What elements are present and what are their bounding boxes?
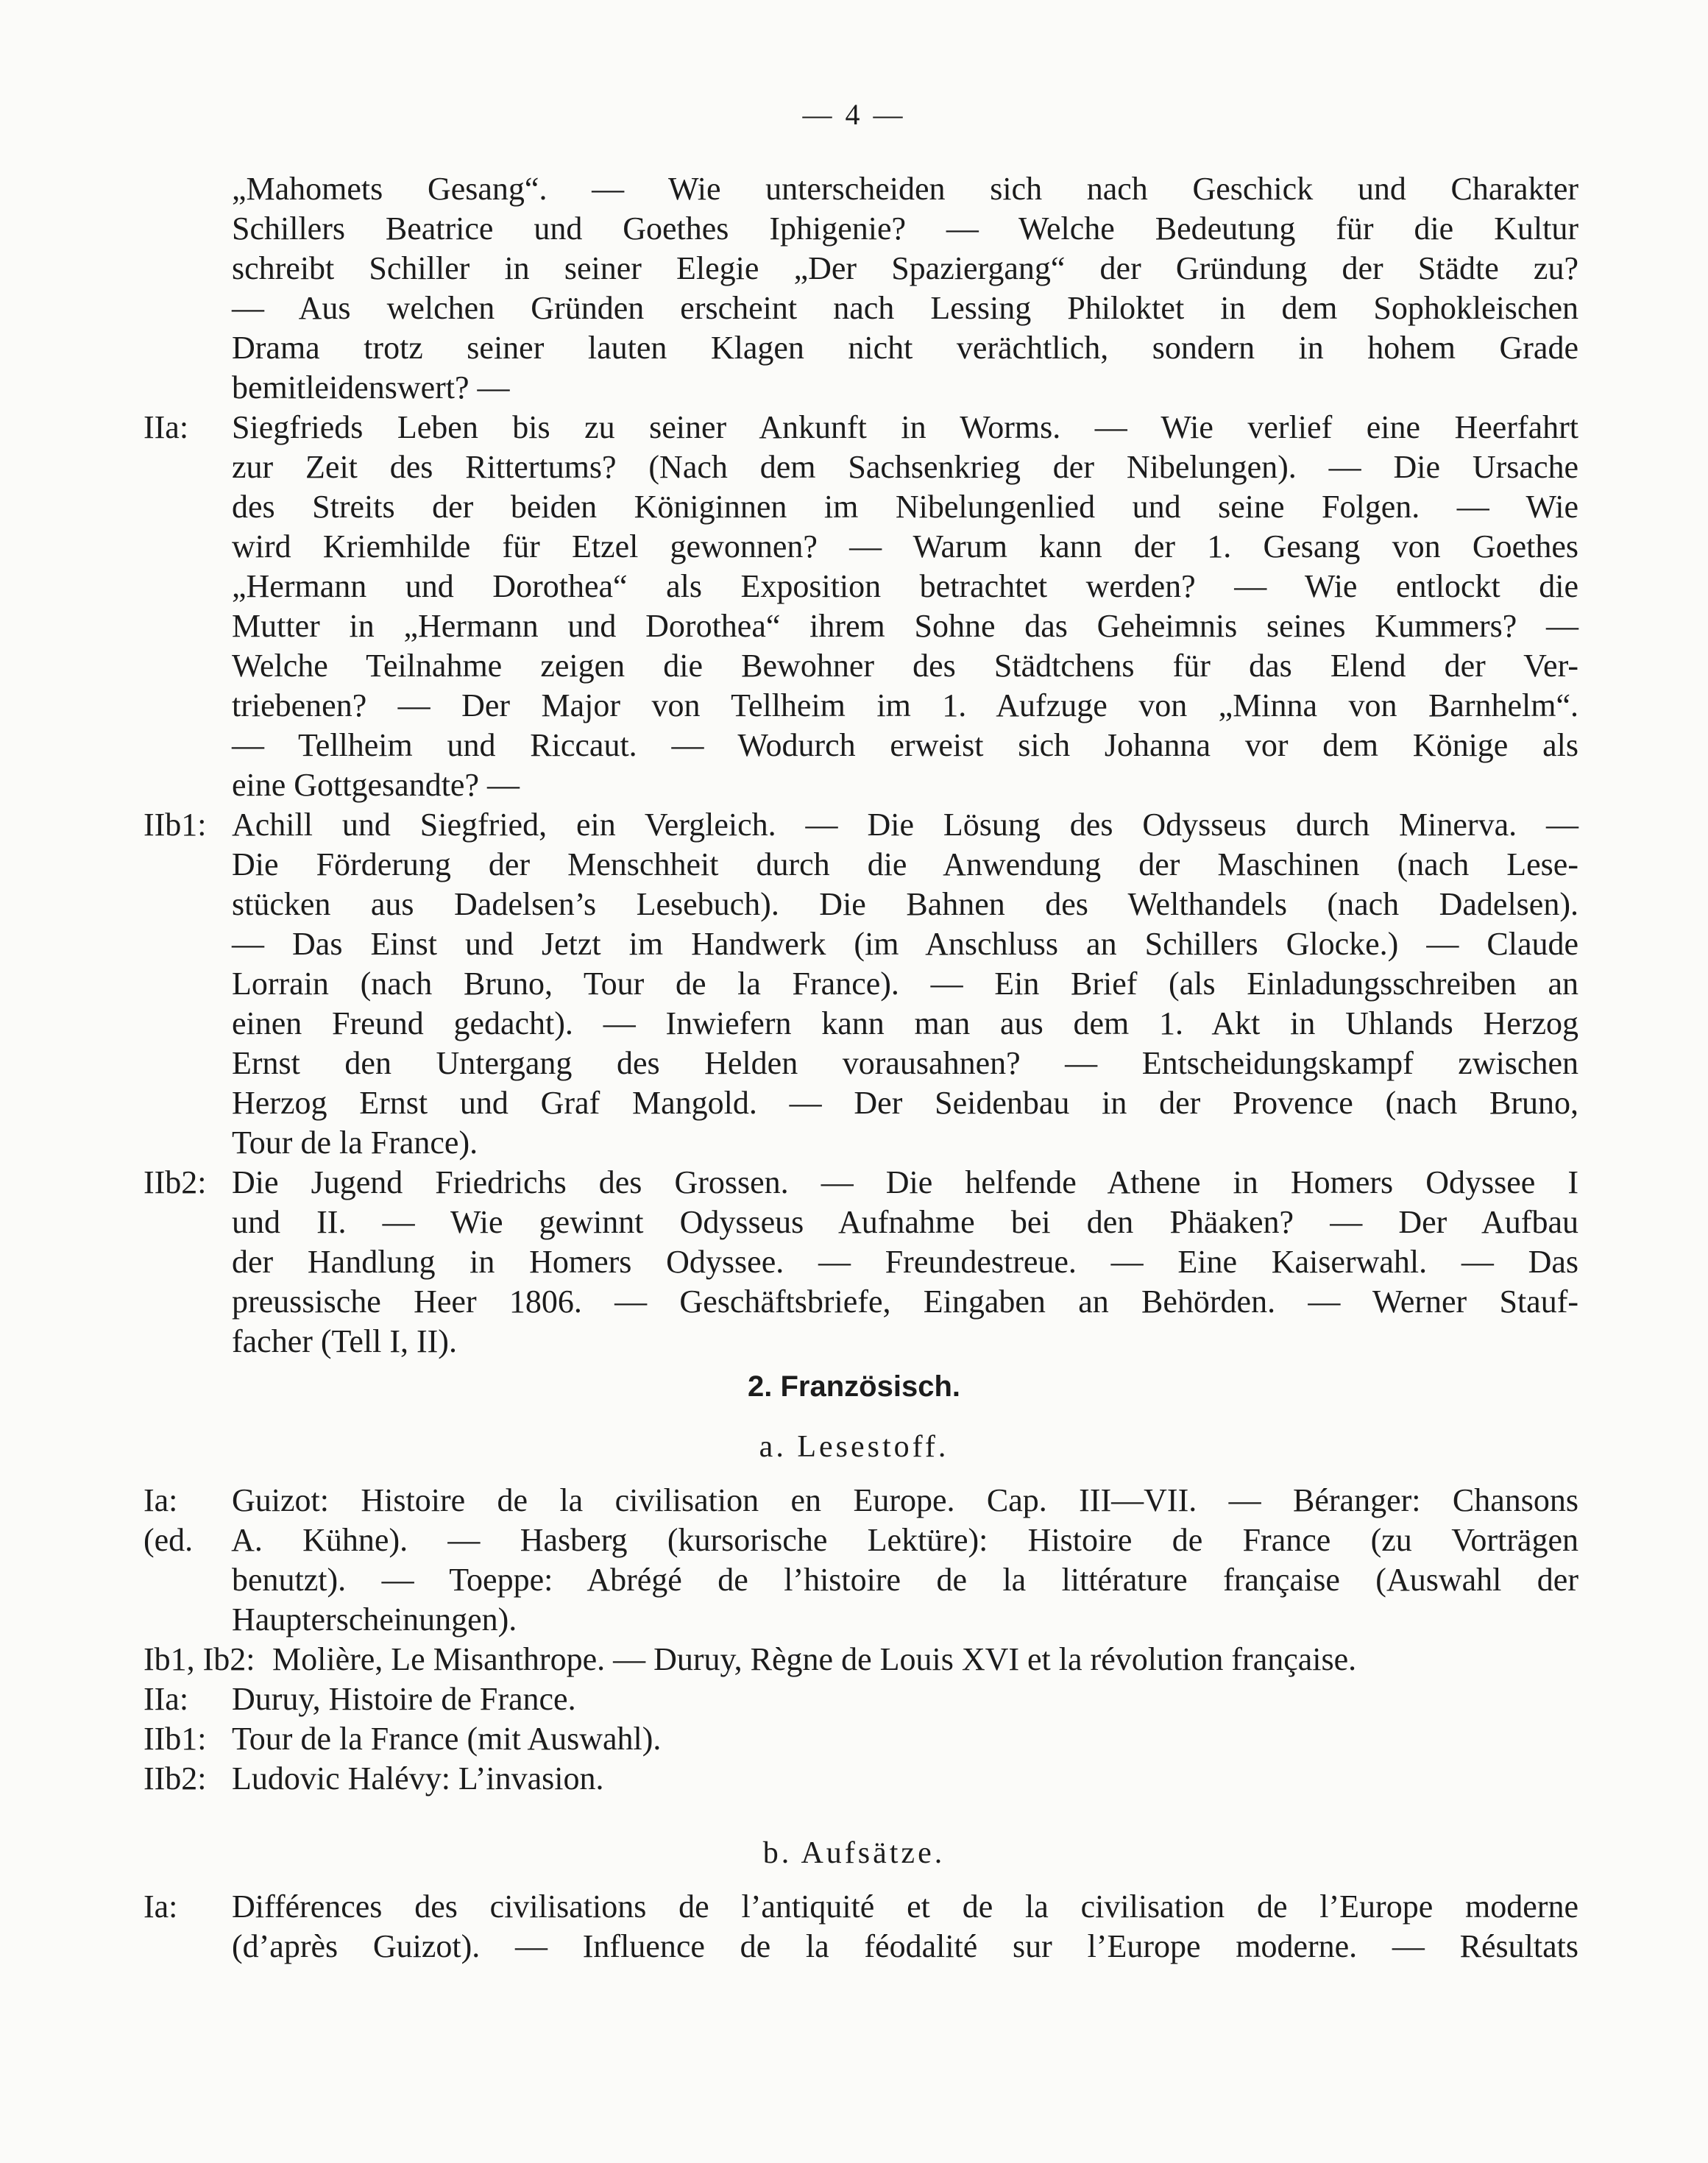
text-line: „Mahomets Gesang“. — Wie unterscheiden sich nach Geschick und Charakter: [232, 171, 1578, 207]
text-line: einen Freund gedacht). — Inwiefern kann man aus dem 1. Akt in Uhlands Herzog: [232, 1005, 1578, 1041]
text-line: Siegfrieds Leben bis zu seiner Ankunft in Worms. — Wie verlief eine Heerfahrt: [232, 409, 1578, 445]
class-label: IIb2:: [143, 1760, 207, 1796]
class-label: IIb1:: [143, 1721, 207, 1757]
text-line: des Streits der beiden Königinnen im Nibelungenlied und seine Folgen. — Wie: [232, 489, 1578, 525]
text-line: Guizot: Histoire de la civilisation en Europe. Cap. III—VII. — Béranger: Chansons: [232, 1482, 1578, 1518]
class-label: IIb2:: [143, 1164, 207, 1200]
text-line: Herzog Ernst und Graf Mangold. — Der Seidenbau in der Provence (nach Bruno,: [232, 1085, 1578, 1121]
text-line: Mutter in „Hermann und Dorothea“ ihrem Sohne das Geheimnis seines Kummers? —: [232, 608, 1578, 644]
text-line: — Aus welchen Gründen erscheint nach Lessing Philoktet in dem Sophokleischen: [232, 290, 1578, 326]
text-line: triebenen? — Der Major von Tellheim im 1. Aufzuge von „Minna von Barnhelm“.: [232, 687, 1578, 723]
text-line: — Das Einst und Jetzt im Handwerk (im Anschluss an Schillers Glocke.) — Claude: [232, 926, 1578, 962]
text-line: facher (Tell I, II).: [232, 1323, 457, 1359]
text-line: Tour de la France (mit Auswahl).: [232, 1721, 662, 1757]
text-line: Lorrain (nach Bruno, Tour de la France). — Ein Brief (als Einladungsschreiben an: [232, 966, 1578, 1002]
text-line: Ludovic Halévy: L’invasion.: [232, 1760, 604, 1796]
class-label: Ia:: [143, 1482, 178, 1518]
subheading-aufsaetze: b. Aufsätze.: [762, 1836, 946, 1870]
text-line: stücken aus Dadelsen’s Lesebuch). Die Bahnen des Welthandels (nach Dadelsen).: [232, 886, 1578, 922]
page-number: — 4 —: [802, 98, 906, 131]
text-line: Duruy, Histoire de France.: [232, 1681, 576, 1717]
text-line: wird Kriemhilde für Etzel gewonnen? — Warum kann der 1. Gesang von Goethes: [232, 528, 1578, 564]
text-line: (ed. A. Kühne). — Hasberg (kursorische Lektüre): Histoire de France (zu Vorträgen: [143, 1522, 1578, 1558]
class-label: IIb1:: [143, 807, 207, 843]
class-label: Ib1, Ib2:: [143, 1641, 255, 1677]
text-line: „Hermann und Dorothea“ als Exposition betrachtet werden? — Wie entlockt die: [232, 568, 1578, 604]
text-line: preussische Heer 1806. — Geschäftsbriefe, Eingaben an Behörden. — Werner Stauf-: [232, 1284, 1578, 1320]
text-line: Welche Teilnahme zeigen die Bewohner des Städtchens für das Elend der Ver-: [232, 648, 1578, 684]
text-line: zur Zeit des Rittertums? (Nach dem Sachsenkrieg der Nibelungen). — Die Ursache: [232, 449, 1578, 485]
section-heading-french: 2. Französisch.: [748, 1370, 960, 1403]
text-line: Die Jugend Friedrichs des Grossen. — Die helfende Athene in Homers Odyssee I: [232, 1164, 1578, 1200]
class-label: IIa:: [143, 1681, 189, 1717]
text-line: Achill und Siegfried, ein Vergleich. — Die Lösung des Odysseus durch Minerva. —: [232, 807, 1578, 843]
text-line: Schillers Beatrice und Goethes Iphigenie? — Welche Bedeutung für die Kultur: [232, 210, 1578, 247]
text-line: schreibt Schiller in seiner Elegie „Der Spaziergang“ der Gründung der Städte zu?: [232, 250, 1578, 286]
text-line: Haupterscheinungen).: [232, 1601, 517, 1638]
text-line: Ernst den Untergang des Helden vorausahnen? — Entscheidungskampf zwischen: [232, 1045, 1578, 1081]
text-line: Tour de la France).: [232, 1125, 478, 1161]
class-label: Ia:: [143, 1888, 178, 1925]
text-line: Die Förderung der Menschheit durch die Anwendung der Maschinen (nach Lese-: [232, 846, 1578, 882]
text-line: der Handlung in Homers Odyssee. — Freundestreue. — Eine Kaiserwahl. — Das: [232, 1244, 1578, 1280]
text-line: Différences des civilisations de l’antiquité et de la civilisation de l’Europe moderne: [232, 1888, 1578, 1925]
text-line: Drama trotz seiner lauten Klagen nicht verächtlich, sondern in hohem Grade: [232, 330, 1578, 366]
text-line: eine Gottgesandte? —: [232, 767, 520, 803]
text-line: bemitleidenswert? —: [232, 369, 510, 406]
text-line: — Tellheim und Riccaut. — Wodurch erweist sich Johanna vor dem Könige als: [232, 727, 1578, 763]
text-line: Molière, Le Misanthrope. — Duruy, Règne de Louis XVI et la révolution française.: [272, 1641, 1357, 1677]
text-line: (d’après Guizot). — Influence de la féodalité sur l’Europe moderne. — Résultats: [232, 1928, 1578, 1964]
text-line: benutzt). — Toeppe: Abrégé de l’histoire de la littérature française (Auswahl der: [232, 1562, 1578, 1598]
class-label: IIa:: [143, 409, 189, 445]
subheading-lesestoff: a. Lesestoff.: [759, 1430, 949, 1464]
text-line: und II. — Wie gewinnt Odysseus Aufnahme bei den Phäaken? — Der Aufbau: [232, 1204, 1578, 1240]
